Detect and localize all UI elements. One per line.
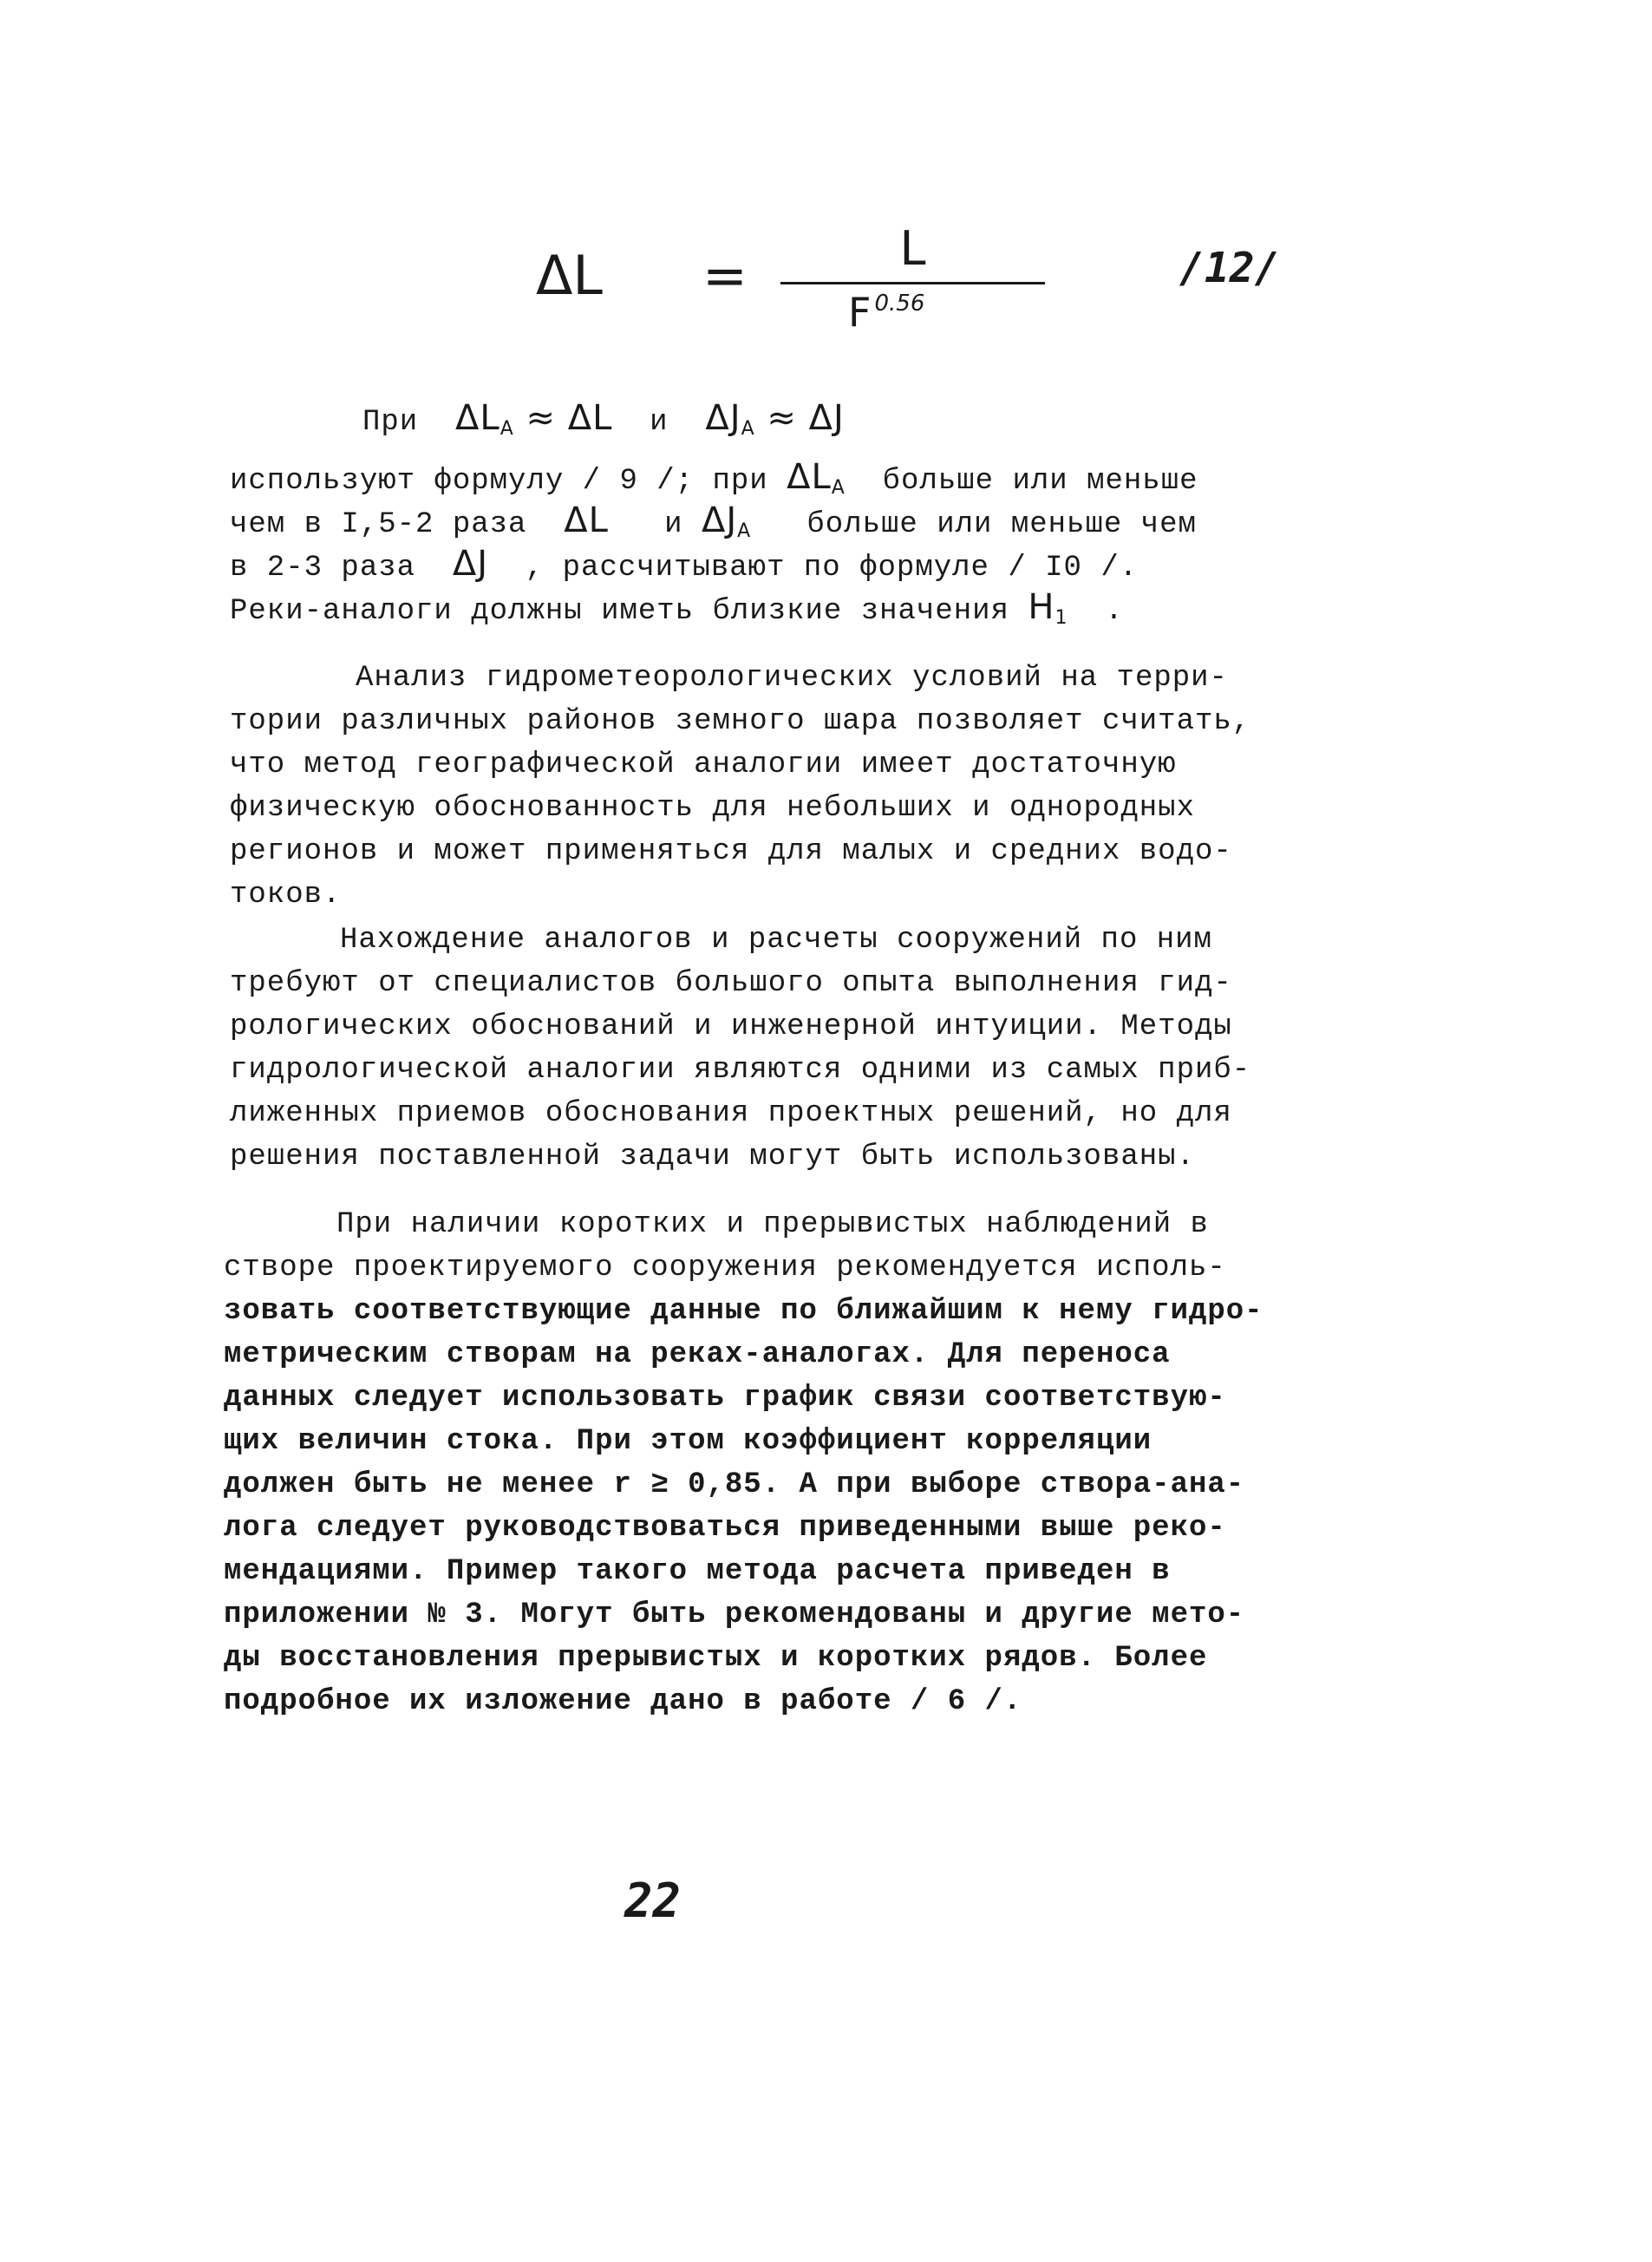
para4-line7 xyxy=(224,1468,1244,1502)
para2-line1: Анализ гидрометеорологических условий на терри- xyxy=(356,662,1228,695)
para4-line12: подробное их изложение дано в работе / 6 /. xyxy=(224,1685,1022,1718)
para4-line10: приложении № 3. Могут быть рекомендованы и другие мето- xyxy=(224,1598,1245,1631)
text: , рассчитывают по формуле / I0 /. xyxy=(525,552,1139,585)
math xyxy=(702,500,751,540)
para4-line8: лога следует руководствоваться приведенными выше реко- xyxy=(224,1512,1226,1545)
para4-line6: щих величин стока. При этом коэффициент корреляции xyxy=(224,1425,1152,1458)
para2-line2: тории различных районов земного шара позволяет считать, xyxy=(230,705,1251,738)
text: чем в I,5-2 раза xyxy=(230,508,527,541)
math xyxy=(1028,587,1068,627)
para4-line11: ды восстановления прерывистых и коротких рядов. Более xyxy=(224,1642,1208,1675)
text: r ≥ 0,85. А при выборе створа-ана- xyxy=(613,1468,1245,1501)
para1-line3 xyxy=(230,500,1197,549)
para4-line9: мендациями. Пример такого метода расчета приведен в xyxy=(224,1555,1171,1588)
math xyxy=(455,398,612,438)
para2-line3: что метод географической аналогии имеет достаточную xyxy=(230,749,1177,781)
text: . xyxy=(1105,595,1124,628)
math-text: H xyxy=(1028,587,1055,627)
math-text: ≈ ΔL xyxy=(526,398,613,438)
math-text: ΔJ xyxy=(701,500,738,540)
page-number: 22 xyxy=(624,1873,682,1928)
math-text: ΔL xyxy=(787,457,832,497)
para4-line3: зовать соответствующие данные по ближайшим к нему гидро- xyxy=(224,1295,1263,1328)
para3-line4: гидрологической аналогии являются одними из самых приб- xyxy=(230,1054,1251,1087)
para3-line1: Нахождение аналогов и расчеты сооружений по ним xyxy=(340,924,1212,957)
math: ΔJ xyxy=(452,544,489,584)
text: используют формулу / 9 /; при xyxy=(230,465,768,498)
para4-line2: створе проектируемого сооружения рекомендуется исполь- xyxy=(224,1252,1226,1285)
math: ΔL xyxy=(564,500,609,540)
text: в 2-3 раза xyxy=(230,552,416,585)
para1-line4 xyxy=(230,546,1138,585)
para1-line1 xyxy=(362,398,845,447)
subscript: A xyxy=(500,418,514,440)
math-text: ΔL xyxy=(455,398,500,438)
para3-line2: требуют от специалистов большого опыта выполнения гид- xyxy=(230,967,1232,1000)
subscript: A xyxy=(831,477,846,499)
formula-lhs: ΔL xyxy=(536,244,603,307)
text: При xyxy=(362,406,419,439)
math-text: ≈ ΔJ xyxy=(767,398,845,438)
para2-line6: токов. xyxy=(230,879,342,912)
formula-fraction xyxy=(780,221,1045,343)
subscript: A xyxy=(737,520,752,542)
math-text: ΔJ xyxy=(705,398,741,438)
para4-line1: При наличии коротких и прерывистых наблюдений в xyxy=(336,1208,1209,1241)
para3-line5: лиженных приемов обоснования проектных решений, но для xyxy=(230,1097,1232,1130)
para3-line3: рологических обоснований и инженерной интуиции. Методы xyxy=(230,1010,1232,1043)
subscript: 1 xyxy=(1055,607,1068,629)
math xyxy=(787,457,846,497)
para4-line5: данных следует использовать график связи соответствую- xyxy=(224,1382,1226,1415)
formula-equals: = xyxy=(702,244,748,307)
formula-numerator: L xyxy=(899,221,926,276)
formula-denominator xyxy=(848,289,924,336)
para2-line5: регионов и может применяться для малых и средних водо- xyxy=(230,835,1232,868)
text: больше или меньше чем xyxy=(806,508,1197,541)
math xyxy=(705,398,844,438)
subscript: A xyxy=(741,418,755,440)
text: должен быть не менее xyxy=(224,1468,596,1501)
fraction-bar xyxy=(780,282,1045,284)
denominator-base: F xyxy=(848,289,872,336)
para2-line4: физическую обоснованность для небольших и однородных xyxy=(230,792,1195,825)
text: больше или меньше xyxy=(882,465,1198,498)
text: Реки-аналоги должны иметь близкие значения xyxy=(230,595,1009,628)
formula-number: /12/ xyxy=(1179,244,1280,292)
para3-line6: решения поставленной задачи могут быть использованы. xyxy=(230,1141,1195,1173)
text: и xyxy=(650,406,669,439)
formula-12 xyxy=(520,221,1301,351)
para4-line4: метрическим створам на реках-аналогах. Для переноса xyxy=(224,1338,1171,1371)
para1-line2 xyxy=(230,457,1198,506)
para1-line5 xyxy=(230,587,1124,636)
denominator-exponent: 0.56 xyxy=(874,291,925,317)
text: и xyxy=(664,508,683,541)
